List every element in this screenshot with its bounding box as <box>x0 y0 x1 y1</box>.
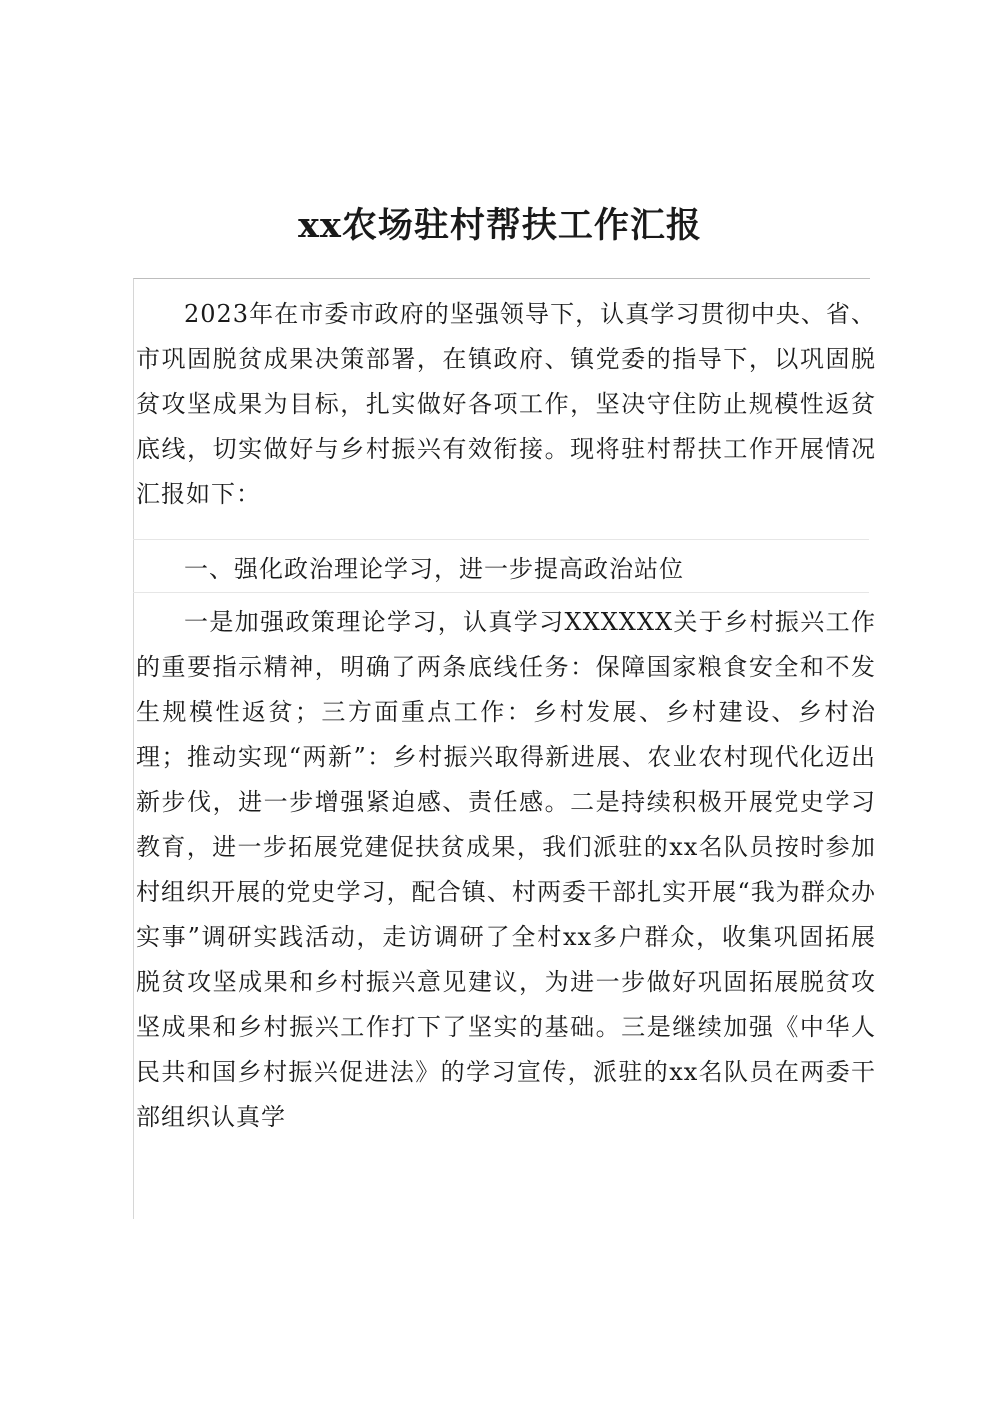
divider <box>133 592 869 593</box>
divider <box>133 539 869 540</box>
page-title: xx农场驻村帮扶工作汇报 <box>298 205 702 247</box>
intro-paragraph: 2023年在市委市政府的坚强领导下，认真学习贯彻中央、省、市巩固脱贫成果决策部署，在镇政府、镇党委的指导下，以巩固脱贫攻坚成果为目标，扎实做好各项工作，坚决守住防止规模性返贫底线，切实做好与乡村振兴有效衔接。现将驻村帮扶工作开展情况汇报如下： <box>136 300 876 508</box>
section-heading: 一、强化政治理论学习，进一步提高政治站位 <box>184 555 684 583</box>
body-paragraph: 一是加强政策理论学习，认真学习XXXXXX关于乡村振兴工作的重要指示精神，明确了两条底线任务：保障国家粮食安全和不发生规模性返贫；三方面重点工作：乡村发展、乡村建设、乡村治理；推动实现“两新”：乡村振兴取得新进展、农业农村现代化迈出新步伐，进一步增强紧迫感、责任感。二是持续积极开展党史学习教育，进一步拓展党建促扶贫成果，我们派驻的xx名队员按时参加村组织开展的党史学习，配合镇、村两委干部扎实开展“我为群众办实事”调研实践活动，走访调研了全村xx多户群众，收集巩固拓展脱贫攻坚成果和乡村振兴意见建议，为进一步做好巩固拓展脱贫攻坚成果和乡村振兴工作打下了坚实的基础。三是继续加强《中华人民共和国乡村振兴促进法》的学习宣传，派驻的xx名队员在两委干部组织认真学 <box>136 608 876 1131</box>
